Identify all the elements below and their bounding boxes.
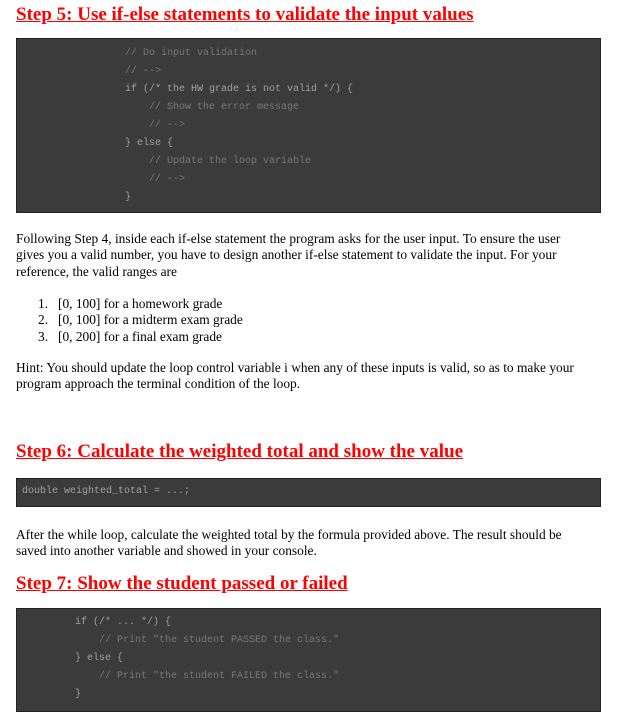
code-line: // Show the error message [149, 102, 300, 113]
code-line: double weighted_total = ...; [22, 486, 191, 497]
list-item: 1. [0, 100] for a homework grade [38, 296, 223, 311]
code-line: } [75, 689, 82, 700]
step6-code-block [16, 478, 601, 507]
step5-paragraph: Following Step 4, inside each if-else statement the program asks for the user input. To ensure the user gives you a valid number, you have to design another if-else statement to validate the input. For your reference, the valid ranges are [16, 231, 561, 279]
step5-title: Step 5: Use if-else statements to validate the input values [16, 4, 474, 25]
code-line: // Print "the student PASSED the class." [99, 635, 340, 646]
code-line: // Print "the student FAILED the class." [99, 671, 340, 682]
code-line: // --> [149, 174, 186, 185]
step5-code-block [16, 38, 601, 213]
code-line: // Do input validation [125, 48, 258, 59]
code-line: } [125, 192, 132, 203]
list-item: 2. [0, 100] for a midterm exam grade [38, 312, 243, 328]
code-line: // --> [125, 66, 162, 77]
step7-code-block [16, 608, 601, 712]
step6-title: Step 6: Calculate the weighted total and show the value [16, 441, 464, 462]
valid-ranges-list [38, 296, 243, 345]
code-line: } else { [125, 138, 174, 149]
list-item: 3. [0, 200] for a final exam grade [38, 328, 222, 344]
step6-paragraph: After the while loop, calculate the weighted total by the formula provided above. The result should be saved into another variable and showed in your console. [16, 527, 562, 559]
code-line: } else { [75, 653, 124, 664]
step7-title: Step 7: Show the student passed or failed [16, 573, 348, 594]
code-line: if (/* the HW grade is not valid */) { [125, 84, 354, 95]
code-line: if (/* ... */) { [75, 617, 172, 628]
code-line: // --> [149, 120, 186, 131]
step5-hint: Hint: You should update the loop control variable i when any of these inputs is valid, so as to make your program approach the terminal condition of the loop. [16, 360, 574, 392]
code-line: // Update the loop variable [149, 156, 312, 167]
